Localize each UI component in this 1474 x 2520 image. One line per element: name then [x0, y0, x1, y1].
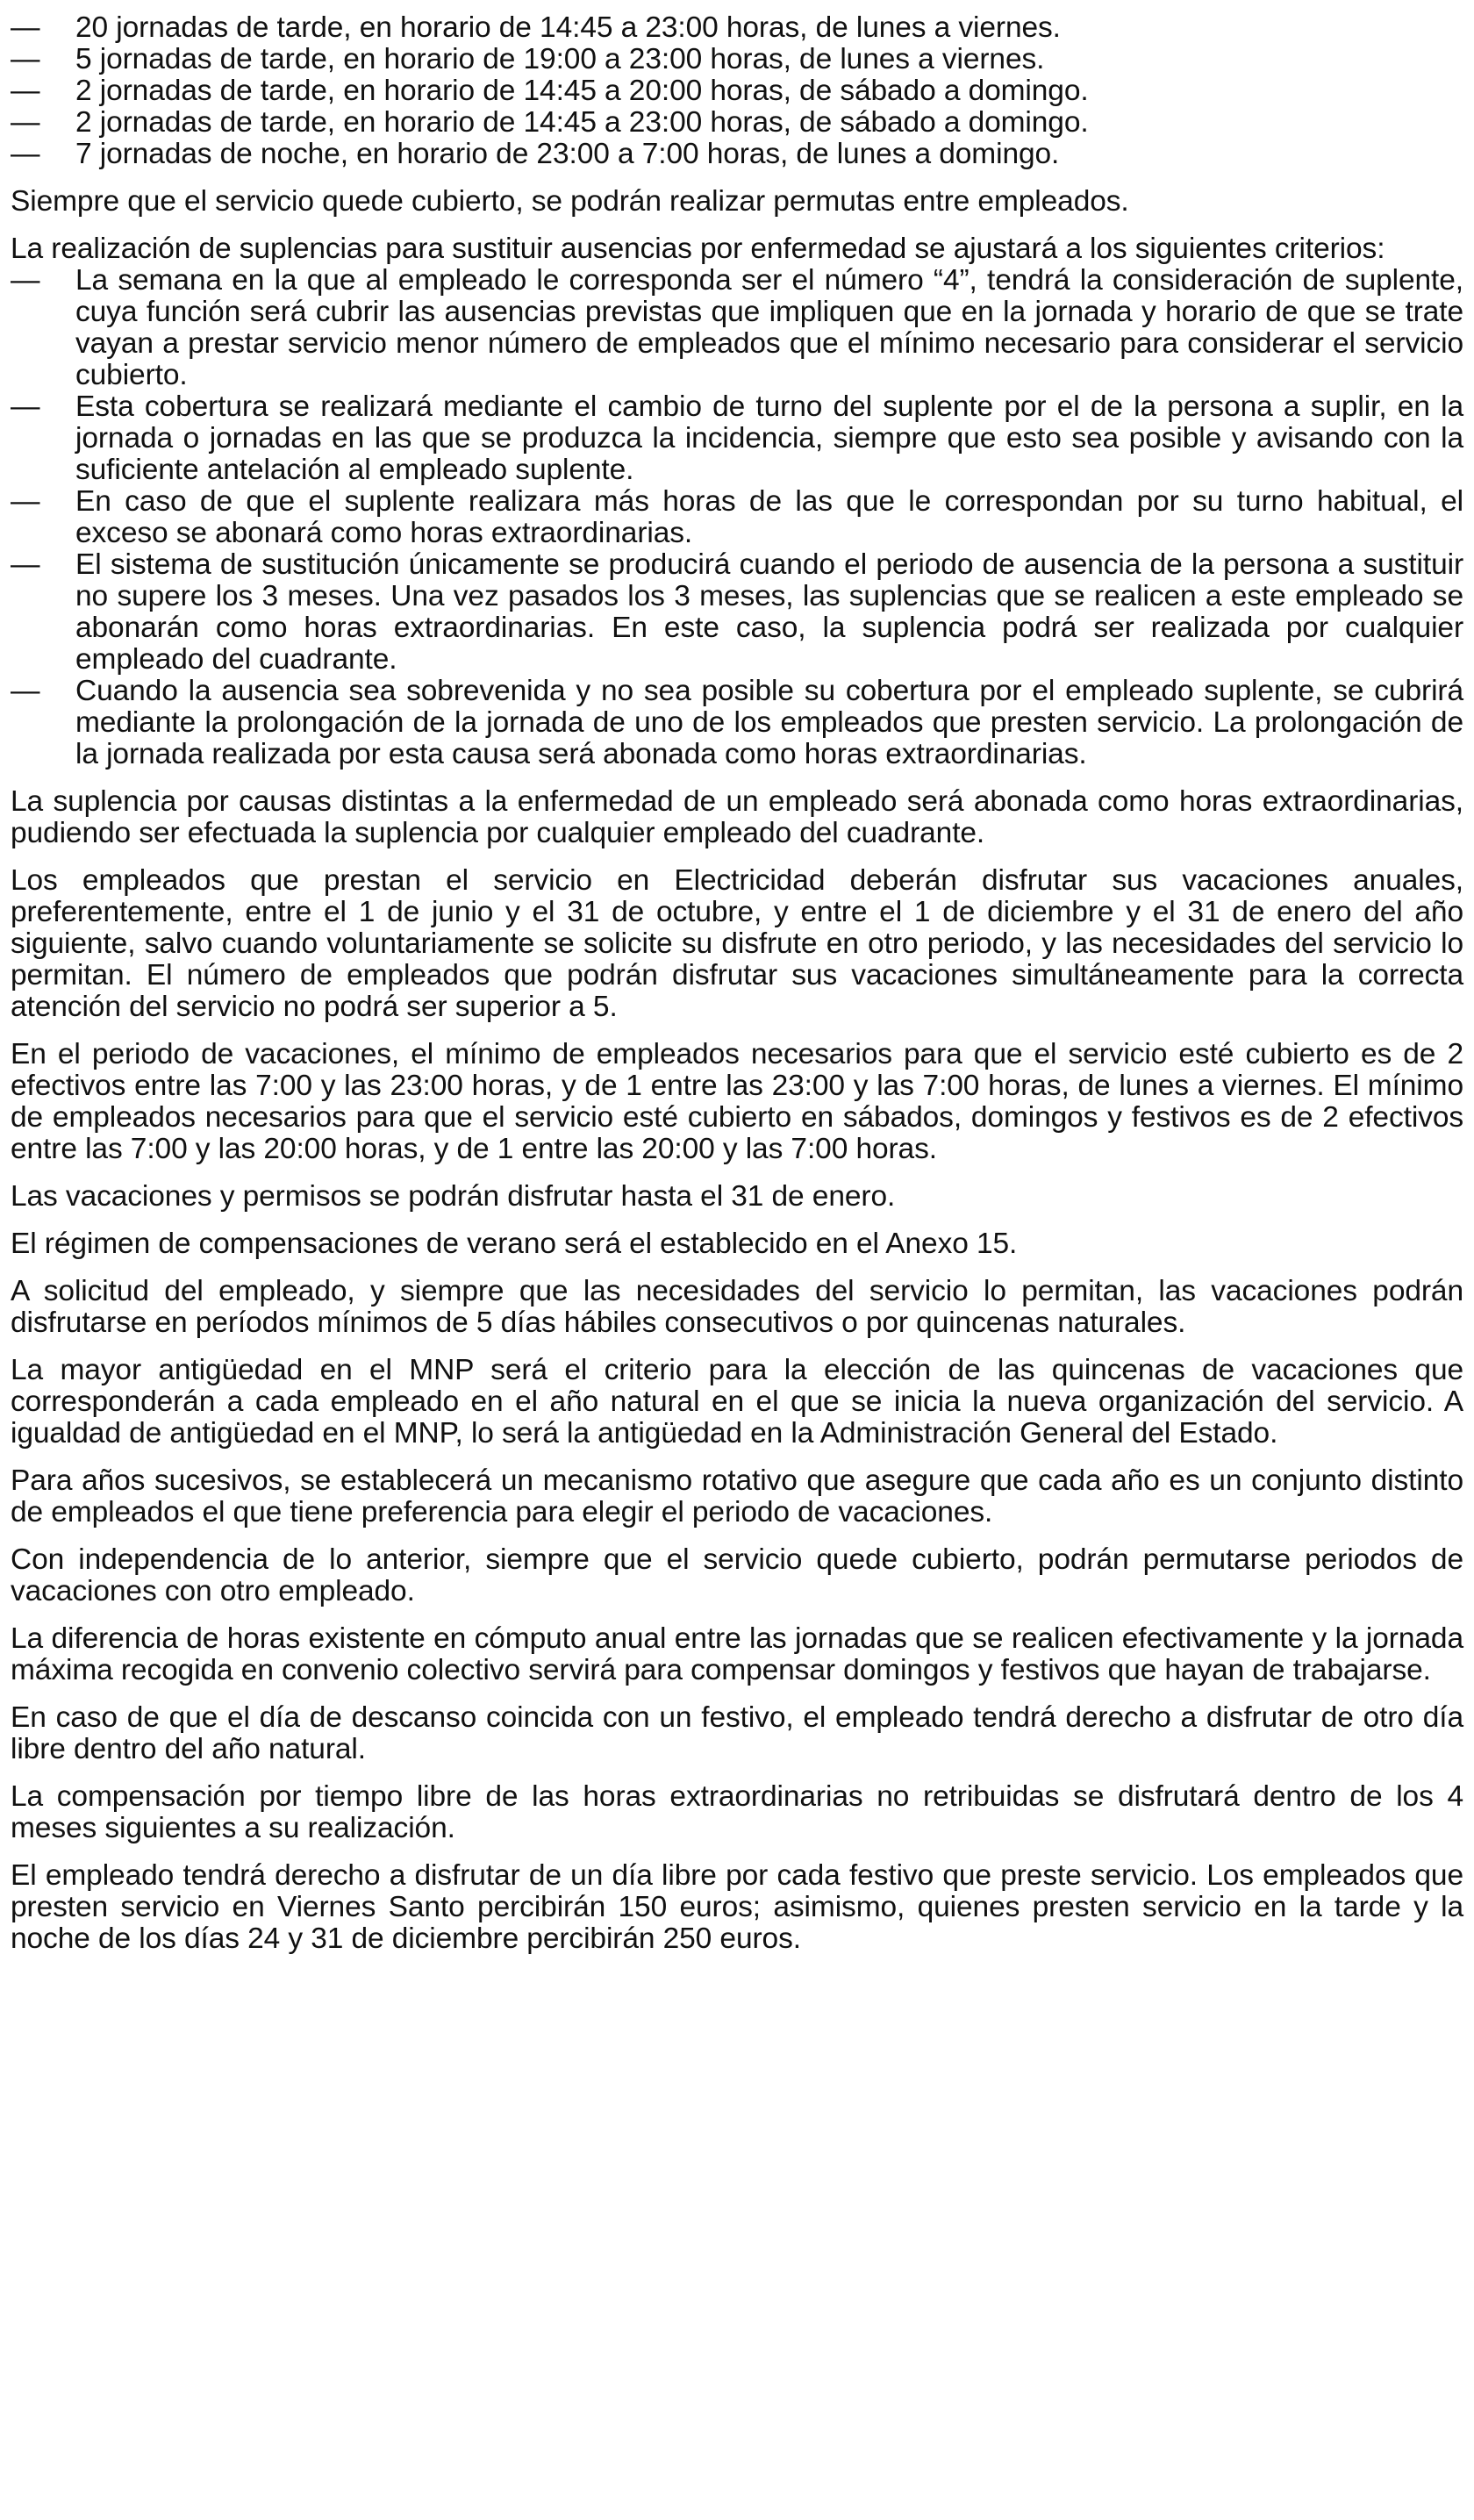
dash-bullet: —	[11, 485, 40, 518]
list-item-text: 7 jornadas de noche, en horario de 23:00 a 7:00 horas, de lunes a domingo.	[75, 138, 1060, 170]
dash-bullet: —	[11, 548, 40, 581]
list-item-text: El sistema de sustitución únicamente se producirá cuando el periodo de ausencia de la persona a sustituir no supere los 3 meses. Una vez pasados los 3 meses, las suplencias que se realicen a este empleado se abonarán como horas extraordinarias. En este caso, la suplencia podrá ser realizada por cualquier empleado del cuadrante.	[75, 548, 1463, 676]
list-item	[11, 75, 1463, 107]
list-item	[11, 549, 1463, 676]
list-item	[11, 676, 1463, 770]
list-item-text: 5 jornadas de tarde, en horario de 19:00 a 23:00 horas, de lunes a viernes.	[75, 43, 1045, 75]
list-item	[11, 12, 1463, 44]
dash-bullet: —	[11, 675, 40, 707]
paragraph: Los empleados que prestan el servicio en Electricidad deberán disfrutar sus vacaciones anuales, preferentemente, entre el 1 de junio y el 31 de octubre, y entre el 1 de diciembre y el 31 de enero del año siguiente, salvo cuando voluntariamente se solicite su disfrute en otro periodo, y las necesidades del servicio lo permitan. El número de empleados que podrán disfrutar sus vacaciones simultáneamente para la correcta atención del servicio no podrá ser superior a 5.	[11, 864, 1463, 1023]
paragraph: En caso de que el día de descanso coincida con un festivo, el empleado tendrá derecho a disfrutar de otro día libre dentro del año natural.	[11, 1701, 1463, 1765]
list-item	[11, 107, 1463, 139]
criteria-list	[11, 265, 1463, 770]
paragraph: A solicitud del empleado, y siempre que las necesidades del servicio lo permitan, las vacaciones podrán disfrutarse en períodos mínimos de 5 días hábiles consecutivos o por quincenas naturales.	[11, 1275, 1463, 1339]
dash-bullet: —	[11, 43, 40, 75]
document-body	[11, 12, 1463, 1955]
dash-bullet: —	[11, 390, 40, 423]
paragraph: Para años sucesivos, se establecerá un mecanismo rotativo que asegure que cada año es un conjunto distinto de empleados el que tiene preferencia para elegir el periodo de vacaciones.	[11, 1464, 1463, 1528]
list-item	[11, 391, 1463, 486]
paragraph: El régimen de compensaciones de verano será el establecido en el Anexo 15.	[11, 1228, 1018, 1260]
dash-bullet: —	[11, 11, 40, 44]
dash-bullet: —	[11, 75, 40, 107]
paragraph: El empleado tendrá derecho a disfrutar de un día libre por cada festivo que preste servicio. Los empleados que presten servicio en Viernes Santo percibirán 150 euros; asimismo, quienes presten servicio en la tarde y la noche de los días 24 y 31 de diciembre percibirán 250 euros.	[11, 1859, 1463, 1955]
paragraph: La compensación por tiempo libre de las horas extraordinarias no retribuidas se disfrutará dentro de los 4 meses siguientes a su realización.	[11, 1780, 1463, 1844]
list-item	[11, 265, 1463, 391]
dash-bullet: —	[11, 264, 40, 297]
paragraph: Con independencia de lo anterior, siempre que el servicio quede cubierto, podrán permutarse periodos de vacaciones con otro empleado.	[11, 1543, 1463, 1607]
list-item	[11, 139, 1463, 170]
shift-list	[11, 12, 1463, 170]
list-item-text: Esta cobertura se realizará mediante el cambio de turno del suplente por el de la persona a suplir, en la jornada o jornadas en las que se produzca la incidencia, siempre que esto sea posible y avisando con la suficiente antelación al empleado suplente.	[75, 390, 1463, 486]
paragraph: En el periodo de vacaciones, el mínimo de empleados necesarios para que el servicio esté cubierto es de 2 efectivos entre las 7:00 y las 23:00 horas, y de 1 entre las 23:00 y las 7:00 horas, de lunes a viernes. El mínimo de empleados necesarios para que el servicio esté cubierto en sábados, domingos y festivos es de 2 efectivos entre las 7:00 y las 20:00 horas, y de 1 entre las 20:00 y las 7:00 horas.	[11, 1038, 1463, 1165]
list-item-text: La semana en la que al empleado le corresponda ser el número “4”, tendrá la consideración de suplente, cuya función será cubrir las ausencias previstas que impliquen que en la jornada y horario de que se trate vayan a prestar servicio menor número de empleados que el mínimo necesario para considerar el servicio cubierto.	[75, 264, 1463, 391]
paragraph-permutas: Siempre que el servicio quede cubierto, se podrán realizar permutas entre empleados.	[11, 185, 1129, 218]
list-item-text: 2 jornadas de tarde, en horario de 14:45 a 20:00 horas, de sábado a domingo.	[75, 75, 1089, 107]
paragraph-suplencias-intro: La realización de suplencias para sustituir ausencias por enfermedad se ajustará a los siguientes criterios:	[11, 233, 1385, 265]
paragraph: La mayor antigüedad en el MNP será el criterio para la elección de las quincenas de vacaciones que corresponderán a cada empleado en el año natural en el que se inicia la nueva organización del servicio. A igualdad de antigüedad en el MNP, lo será la antigüedad en la Administración General del Estado.	[11, 1354, 1463, 1450]
list-item-text: 20 jornadas de tarde, en horario de 14:45 a 23:00 horas, de lunes a viernes.	[75, 11, 1061, 44]
list-item-text: 2 jornadas de tarde, en horario de 14:45 a 23:00 horas, de sábado a domingo.	[75, 106, 1089, 139]
paragraph: Las vacaciones y permisos se podrán disfrutar hasta el 31 de enero.	[11, 1180, 896, 1213]
list-item-text: Cuando la ausencia sea sobrevenida y no sea posible su cobertura por el empleado suplente, se cubrirá mediante la prolongación de la jornada de uno de los empleados que presten servicio. La prolongación de la jornada realizada por esta causa será abonada como horas extraordinarias.	[75, 675, 1463, 770]
list-item	[11, 486, 1463, 549]
dash-bullet: —	[11, 106, 40, 139]
paragraph: La suplencia por causas distintas a la enfermedad de un empleado será abonada como horas extraordinarias, pudiendo ser efectuada la suplencia por cualquier empleado del cuadrante.	[11, 785, 1463, 849]
paragraph: La diferencia de horas existente en cómputo anual entre las jornadas que se realicen efectivamente y la jornada máxima recogida en convenio colectivo servirá para compensar domingos y festivos que hayan de trabajarse.	[11, 1622, 1463, 1686]
dash-bullet: —	[11, 138, 40, 170]
list-item	[11, 44, 1463, 75]
list-item-text: En caso de que el suplente realizara más horas de las que le correspondan por su turno habitual, el exceso se abonará como horas extraordinarias.	[75, 485, 1463, 549]
